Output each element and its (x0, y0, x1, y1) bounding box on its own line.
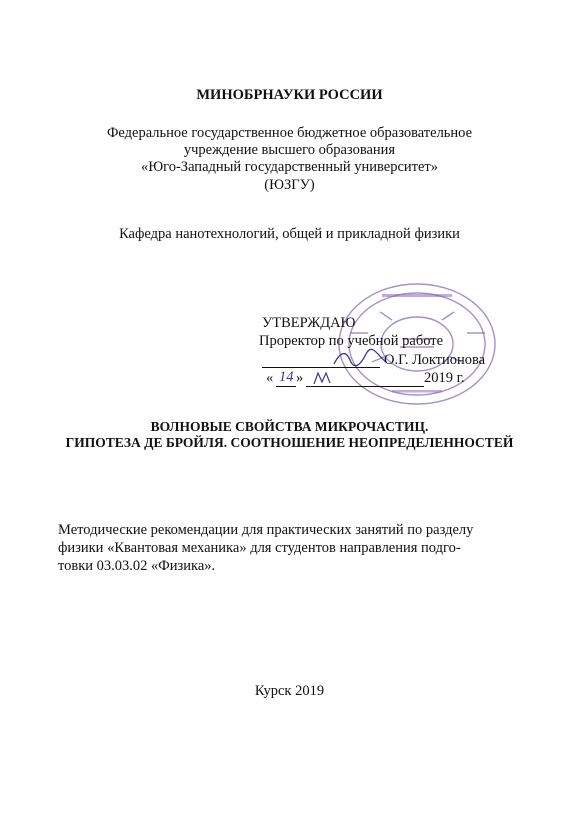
organization-line-2: учреждение высшего образования (183, 142, 396, 158)
department-line: Кафедра нанотехнологий, общей и прикладной физики (119, 226, 460, 242)
description-line-2: физики «Квантовая механика» для студентов направления подго- (58, 540, 461, 556)
date-day: 14 (279, 369, 294, 385)
handwritten-signature (330, 346, 390, 370)
description-line-1: Методические рекомендации для практических занятий по разделу (58, 522, 474, 538)
document-title-line-2: ГИПОТЕЗА ДЕ БРОЙЛЯ. СООТНОШЕНИЕ НЕОПРЕДЕЛЕННОСТЕЙ (65, 435, 514, 450)
month-line (306, 386, 424, 387)
document-title-line-1: ВОЛНОВЫЕ СВОЙСТВА МИКРОЧАСТИЦ. (150, 419, 429, 434)
organization-line-3: «Юго-Западный государственный университет» (140, 159, 439, 175)
approver-name: О.Г. Локтионова (384, 352, 486, 368)
organization-line-4: (ЮЗГУ) (264, 177, 315, 193)
date-close-quote: » (296, 370, 304, 386)
ministry-heading: МИНОБРНАУКИ РОССИИ (196, 87, 383, 103)
handwritten-month (312, 370, 336, 386)
city-year: Курск 2019 (254, 683, 325, 699)
description-line-3: товки 03.03.02 «Физика». (58, 558, 216, 574)
date-year: 2019 г. (424, 370, 465, 386)
approval-title: УТВЕРЖДАЮ (262, 315, 356, 331)
date-open-quote: « (266, 370, 274, 386)
day-underline (276, 386, 296, 387)
organization-line-1: Федеральное государственное бюджетное образовательное (106, 125, 473, 141)
approval-role: Проректор по учебной работе (259, 333, 444, 349)
